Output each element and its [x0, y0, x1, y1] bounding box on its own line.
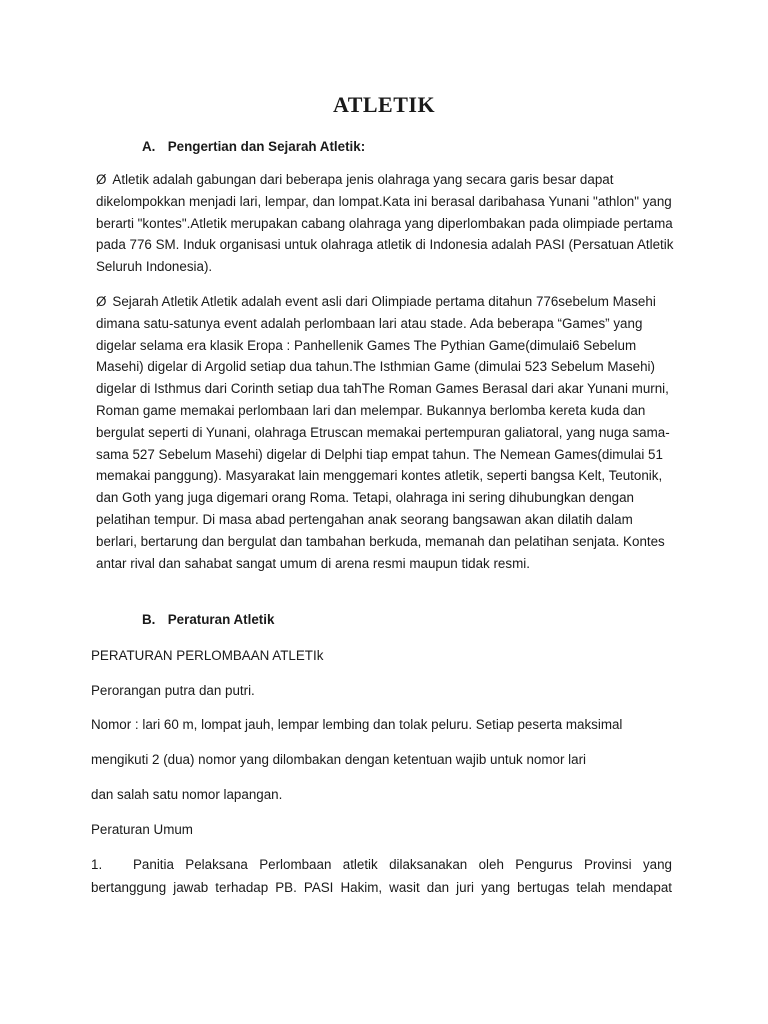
section-b-number: B. — [142, 612, 156, 627]
section-a-number: A. — [142, 139, 156, 154]
rules-events-line-1: Nomor : lari 60 m, lompat jauh, lempar lembing dan tolak peluru. Setiap peserta maksimal — [91, 717, 623, 732]
paragraph-history-text: Sejarah Atletik Atletik adalah event asli dari Olimpiade pertama ditahun 776sebelum Masehi dimana satu-satunya event adalah perlombaan lari atau stade. Ada beberapa “Games” yang digelar selama era klasik Eropa : Panhellenik Games The Pythian Game(dimulai6 Sebelum Masehi) digelar di Argolid setiap dua tahun.The Isthmian Game (dimulai 523 Sebelum Masehi) digelar di Isthmus dari Corinth setiap dua tahThe Roman Games Berasal dari akar Yunani murni, Roman game memakai perlombaan lari dan melempar. Bukannya berlomba kereta kuda dan bergulat seperti di Yunani, olahraga Etruscan memakai pertempuran galiatoral, yang nuga sama-sama 527 Sebelum Masehi) digelar di Delphi tiap empat tahun. The Nemean Games(dimulai 51 memakai panggung). Masyarakat lain menggemari kontes atletik, seperti bangsa Kelt, Teutonik, dan Goth yang juga digemari orang Roma. Tetapi, olahraga ini sering dihubungkan dengan pelatihan tempur. Di masa abad pertengahan anak seorang bangsawan akan dilatih dalam berlari, bertarung dan bergulat dan tambahan berkuda, memanah dan pelatihan senjata. Kontes antar rival dan sahabat sangat umum di arena resmi maupun tidak resmi. — [96, 294, 670, 571]
bullet-icon: Ø — [96, 172, 107, 187]
rule-1-line-1: Panitia Pelaksana Perlombaan atletik dilaksanakan oleh Pengurus Provinsi yang — [133, 857, 672, 872]
rule-1-line-1-row — [91, 853, 672, 876]
paragraph-history — [96, 291, 676, 574]
paragraph-definition — [96, 169, 676, 278]
general-rules-heading: Peraturan Umum — [91, 822, 193, 837]
rule-1-line-2: bertanggung jawab terhadap PB. PASI Hakim, wasit dan juri yang bertugas telah mendapat — [91, 880, 672, 895]
paragraph-definition-text: Atletik adalah gabungan dari beberapa jenis olahraga yang secara garis besar dapat dikelompokkan menjadi lari, lempar, dan lompat.Kata ini berasal daribahasa Yunani "athlon" yang berarti "kontes".Atletik merupakan cabang olahraga yang diperlombakan pada olimpiade pertama pada 776 SM. Induk organisasi untuk olahraga atletik di Indonesia adalah PASI (Persatuan Atletik Seluruh Indonesia). — [96, 172, 674, 275]
rule-1-number: 1. — [91, 857, 103, 872]
rule-1 — [91, 853, 672, 899]
rules-events-line-3: dan salah satu nomor lapangan. — [91, 787, 283, 802]
rules-events-line-2: mengikuti 2 (dua) nomor yang dilombakan dengan ketentuan wajib untuk nomor lari — [91, 752, 587, 767]
section-b-heading — [142, 612, 274, 627]
rules-participants: Perorangan putra dan putri. — [91, 683, 255, 698]
document-title: ATLETIK — [332, 92, 436, 117]
rules-title: PERATURAN PERLOMBAAN ATLETIk — [91, 648, 324, 663]
section-a-heading — [142, 139, 365, 154]
section-a-title: Pengertian dan Sejarah Atletik: — [167, 139, 366, 154]
bullet-icon: Ø — [96, 294, 107, 309]
section-b-title: Peraturan Atletik — [167, 612, 275, 627]
